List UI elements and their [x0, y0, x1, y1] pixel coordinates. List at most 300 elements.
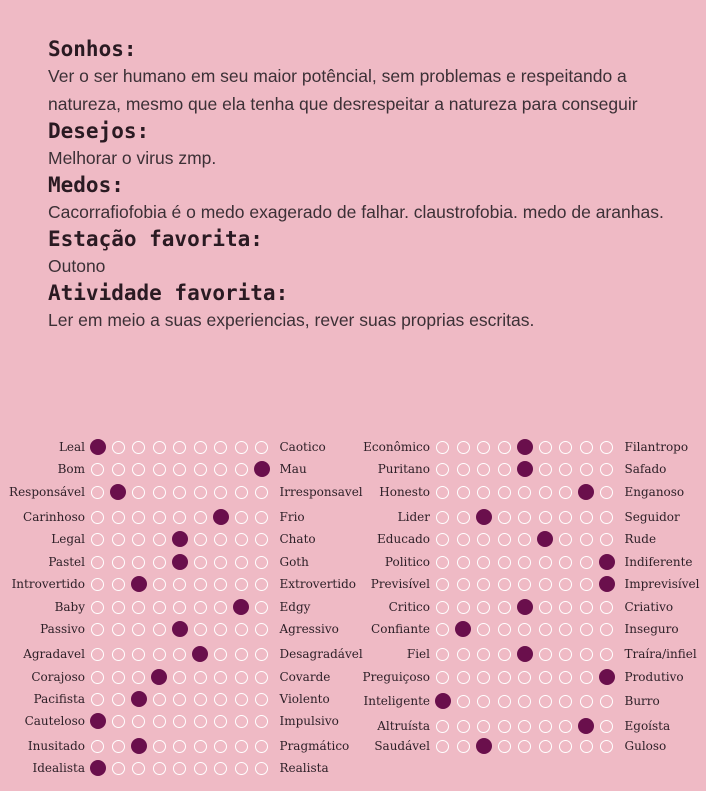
scale-dot[interactable] [112, 556, 125, 569]
scale-dot[interactable] [477, 601, 490, 614]
trait-scale [91, 486, 276, 499]
scale-dot-selected[interactable] [476, 509, 492, 525]
scale-dot[interactable] [153, 715, 166, 728]
scale-dot-selected[interactable] [537, 531, 553, 547]
scale-dot[interactable] [477, 441, 490, 454]
scale-dot[interactable] [112, 511, 125, 524]
scale-dot[interactable] [559, 511, 572, 524]
scale-dot[interactable] [457, 486, 470, 499]
scale-dot[interactable] [214, 715, 227, 728]
scale-dot[interactable] [153, 762, 166, 775]
scale-dot[interactable] [132, 511, 145, 524]
scale-dot[interactable] [559, 441, 572, 454]
trait-left-label: Leal [58, 440, 85, 454]
trait-left-label: Pastel [48, 555, 85, 569]
scale-dot[interactable] [173, 693, 186, 706]
scale-dot[interactable] [91, 463, 104, 476]
scale-dot[interactable] [498, 441, 511, 454]
scale-dot[interactable] [436, 601, 449, 614]
scale-dot[interactable] [518, 578, 531, 591]
scale-dot[interactable] [214, 623, 227, 636]
scale-dot[interactable] [580, 578, 593, 591]
scale-dot[interactable] [600, 441, 613, 454]
trait-right-label: Caotico [279, 440, 326, 454]
trait-left-label: Lider [397, 510, 430, 524]
scale-dot[interactable] [235, 623, 248, 636]
trait-scale [91, 511, 276, 524]
trait-right-label: Burro [624, 694, 660, 708]
scale-dot[interactable] [194, 578, 207, 591]
scale-dot[interactable] [194, 533, 207, 546]
scale-dot[interactable] [498, 623, 511, 636]
scale-dot[interactable] [235, 578, 248, 591]
scale-dot[interactable] [477, 648, 490, 661]
scale-dot[interactable] [255, 486, 268, 499]
scale-dot-selected[interactable] [578, 718, 594, 734]
section-desejos [48, 118, 688, 172]
scale-dot[interactable] [235, 486, 248, 499]
scale-dot[interactable] [539, 556, 552, 569]
scale-dot[interactable] [539, 441, 552, 454]
scale-dot[interactable] [194, 511, 207, 524]
scale-dot[interactable] [436, 720, 449, 733]
scale-dot[interactable] [539, 648, 552, 661]
scale-dot[interactable] [498, 740, 511, 753]
scale-dot[interactable] [580, 533, 593, 546]
scale-dot[interactable] [457, 463, 470, 476]
scale-dot-selected[interactable] [131, 576, 147, 592]
scale-dot[interactable] [91, 740, 104, 753]
trait-left-label: Honesto [379, 485, 430, 499]
section-title: Sonhos: [48, 37, 137, 61]
scale-dot[interactable] [255, 556, 268, 569]
scale-dot-selected[interactable] [90, 713, 106, 729]
scale-dot[interactable] [153, 601, 166, 614]
scale-dot[interactable] [194, 441, 207, 454]
scale-dot[interactable] [91, 623, 104, 636]
scale-dot[interactable] [518, 533, 531, 546]
scale-dot-selected[interactable] [192, 646, 208, 662]
scale-dot-selected[interactable] [455, 621, 471, 637]
scale-dot[interactable] [457, 533, 470, 546]
scale-dot[interactable] [539, 486, 552, 499]
scale-dot[interactable] [477, 533, 490, 546]
scale-dot-selected[interactable] [599, 576, 615, 592]
scale-dot[interactable] [457, 556, 470, 569]
scale-dot[interactable] [194, 486, 207, 499]
scale-dot[interactable] [600, 601, 613, 614]
scale-dot[interactable] [498, 695, 511, 708]
scale-dot-selected[interactable] [254, 461, 270, 477]
scale-dot[interactable] [498, 556, 511, 569]
scale-dot[interactable] [457, 695, 470, 708]
trait-scale [436, 533, 621, 546]
scale-dot[interactable] [498, 671, 511, 684]
scale-dot-selected[interactable] [172, 531, 188, 547]
scale-dot[interactable] [539, 511, 552, 524]
trait-right-label: Indiferente [624, 555, 693, 569]
trait-scale [436, 441, 621, 454]
trait-scale [436, 556, 621, 569]
scale-dot[interactable] [518, 740, 531, 753]
scale-dot[interactable] [600, 486, 613, 499]
scale-dot[interactable] [153, 623, 166, 636]
scale-dot[interactable] [214, 740, 227, 753]
scale-dot[interactable] [173, 671, 186, 684]
scale-dot-selected[interactable] [213, 509, 229, 525]
trait-right-label: Desagradável [279, 647, 363, 661]
scale-dot[interactable] [255, 601, 268, 614]
scale-dot[interactable] [132, 762, 145, 775]
scale-dot[interactable] [559, 695, 572, 708]
scale-dot[interactable] [91, 486, 104, 499]
trait-left-label: Preguiçoso [362, 670, 430, 684]
scale-dot[interactable] [518, 556, 531, 569]
scale-dot[interactable] [112, 671, 125, 684]
scale-dot[interactable] [436, 671, 449, 684]
scale-dot[interactable] [194, 556, 207, 569]
scale-dot[interactable] [194, 693, 207, 706]
scale-dot[interactable] [153, 441, 166, 454]
scale-dot-selected[interactable] [599, 554, 615, 570]
scale-dot[interactable] [436, 623, 449, 636]
scale-dot[interactable] [436, 511, 449, 524]
scale-dot[interactable] [457, 648, 470, 661]
scale-dot[interactable] [580, 695, 593, 708]
scale-dot[interactable] [173, 648, 186, 661]
scale-dot[interactable] [173, 740, 186, 753]
trait-scale [436, 578, 621, 591]
scale-dot[interactable] [498, 533, 511, 546]
scale-dot[interactable] [457, 720, 470, 733]
scale-dot[interactable] [580, 556, 593, 569]
scale-dot[interactable] [539, 463, 552, 476]
scale-dot-selected[interactable] [435, 693, 451, 709]
scale-dot[interactable] [559, 463, 572, 476]
scale-dot-selected[interactable] [517, 461, 533, 477]
scale-dot[interactable] [539, 740, 552, 753]
scale-dot[interactable] [235, 762, 248, 775]
scale-dot[interactable] [539, 720, 552, 733]
scale-dot[interactable] [559, 720, 572, 733]
scale-dot[interactable] [580, 463, 593, 476]
scale-dot[interactable] [235, 463, 248, 476]
trait-left-label: Corajoso [31, 670, 85, 684]
scale-dot[interactable] [153, 463, 166, 476]
trait-left-label: Passivo [40, 622, 85, 636]
scale-dot[interactable] [235, 556, 248, 569]
scale-dot[interactable] [580, 671, 593, 684]
scale-dot-selected[interactable] [131, 738, 147, 754]
scale-dot[interactable] [477, 556, 490, 569]
scale-dot[interactable] [153, 486, 166, 499]
scale-dot[interactable] [255, 693, 268, 706]
trait-scale [436, 486, 621, 499]
scale-dot[interactable] [457, 441, 470, 454]
scale-dot[interactable] [235, 671, 248, 684]
scale-dot[interactable] [457, 740, 470, 753]
scale-dot[interactable] [235, 715, 248, 728]
scale-dot[interactable] [91, 578, 104, 591]
scale-dot[interactable] [132, 601, 145, 614]
scale-dot[interactable] [214, 648, 227, 661]
scale-dot[interactable] [518, 623, 531, 636]
scale-dot[interactable] [235, 740, 248, 753]
scale-dot[interactable] [214, 441, 227, 454]
trait-right-label: Safado [624, 462, 667, 476]
scale-dot-selected[interactable] [517, 599, 533, 615]
scale-dot[interactable] [436, 556, 449, 569]
scale-dot[interactable] [477, 720, 490, 733]
scale-dot-selected[interactable] [599, 669, 615, 685]
scale-dot[interactable] [173, 762, 186, 775]
trait-row [0, 735, 349, 757]
scale-dot[interactable] [255, 441, 268, 454]
trait-scale [436, 463, 621, 476]
scale-dot[interactable] [580, 601, 593, 614]
scale-dot[interactable] [255, 511, 268, 524]
scale-dot[interactable] [436, 533, 449, 546]
trait-row [355, 551, 693, 573]
scale-dot[interactable] [477, 486, 490, 499]
scale-dot[interactable] [580, 511, 593, 524]
scale-dot[interactable] [214, 463, 227, 476]
scale-dot[interactable] [91, 533, 104, 546]
scale-dot[interactable] [194, 601, 207, 614]
scale-dot[interactable] [173, 441, 186, 454]
scale-dot[interactable] [235, 511, 248, 524]
scale-dot[interactable] [457, 601, 470, 614]
trait-right-label: Extrovertido [279, 577, 356, 591]
trait-scale [436, 671, 621, 684]
scale-dot[interactable] [559, 556, 572, 569]
scale-dot[interactable] [173, 601, 186, 614]
scale-dot[interactable] [498, 486, 511, 499]
scale-dot[interactable] [600, 463, 613, 476]
trait-row [355, 458, 666, 480]
scale-dot[interactable] [91, 511, 104, 524]
scale-dot[interactable] [194, 740, 207, 753]
scale-dot[interactable] [539, 601, 552, 614]
scale-dot[interactable] [477, 578, 490, 591]
scale-dot[interactable] [518, 720, 531, 733]
scale-dot[interactable] [132, 533, 145, 546]
scale-dot[interactable] [214, 578, 227, 591]
scale-dot[interactable] [112, 601, 125, 614]
scale-dot[interactable] [600, 623, 613, 636]
scale-dot[interactable] [559, 740, 572, 753]
scale-dot-selected[interactable] [517, 439, 533, 455]
scale-dot[interactable] [153, 578, 166, 591]
scale-dot[interactable] [214, 762, 227, 775]
trait-right-label: Agressivo [279, 622, 339, 636]
scale-dot[interactable] [194, 715, 207, 728]
scale-dot[interactable] [112, 693, 125, 706]
scale-dot[interactable] [91, 693, 104, 706]
scale-dot[interactable] [518, 671, 531, 684]
scale-dot[interactable] [600, 740, 613, 753]
scale-dot[interactable] [600, 533, 613, 546]
scale-dot-selected[interactable] [578, 484, 594, 500]
scale-dot[interactable] [498, 463, 511, 476]
scale-dot[interactable] [539, 671, 552, 684]
scale-dot[interactable] [436, 648, 449, 661]
scale-dot[interactable] [255, 715, 268, 728]
scale-dot-selected[interactable] [172, 554, 188, 570]
scale-dot[interactable] [580, 441, 593, 454]
scale-dot[interactable] [112, 648, 125, 661]
scale-dot[interactable] [214, 556, 227, 569]
scale-dot[interactable] [436, 441, 449, 454]
scale-dot-selected[interactable] [90, 439, 106, 455]
scale-dot[interactable] [255, 671, 268, 684]
trait-left-label: Idealista [32, 761, 85, 775]
scale-dot[interactable] [255, 578, 268, 591]
scale-dot[interactable] [112, 441, 125, 454]
scale-dot[interactable] [235, 441, 248, 454]
scale-dot[interactable] [457, 511, 470, 524]
scale-dot[interactable] [539, 578, 552, 591]
trait-left-label: Baby [54, 600, 85, 614]
scale-dot[interactable] [112, 463, 125, 476]
scale-dot[interactable] [235, 648, 248, 661]
scale-dot[interactable] [91, 556, 104, 569]
scale-dot[interactable] [436, 463, 449, 476]
scale-dot[interactable] [580, 623, 593, 636]
scale-dot[interactable] [91, 671, 104, 684]
scale-dot[interactable] [214, 486, 227, 499]
scale-dot[interactable] [194, 762, 207, 775]
scale-dot-selected[interactable] [233, 599, 249, 615]
scale-dot[interactable] [559, 648, 572, 661]
scale-dot[interactable] [214, 533, 227, 546]
scale-dot[interactable] [600, 511, 613, 524]
scale-dot[interactable] [91, 601, 104, 614]
scale-dot[interactable] [580, 740, 593, 753]
scale-dot[interactable] [518, 511, 531, 524]
trait-row [0, 688, 330, 710]
scale-dot[interactable] [559, 578, 572, 591]
scale-dot-selected[interactable] [151, 669, 167, 685]
scale-dot[interactable] [559, 486, 572, 499]
trait-scale [91, 601, 276, 614]
scale-dot[interactable] [153, 556, 166, 569]
scale-dot[interactable] [498, 648, 511, 661]
trait-scale [91, 740, 276, 753]
scale-dot[interactable] [235, 693, 248, 706]
scale-dot[interactable] [132, 463, 145, 476]
scale-dot-selected[interactable] [90, 760, 106, 776]
scale-dot[interactable] [112, 533, 125, 546]
scale-dot[interactable] [559, 671, 572, 684]
scale-dot[interactable] [539, 623, 552, 636]
scale-dot[interactable] [600, 648, 613, 661]
scale-dot[interactable] [173, 578, 186, 591]
scale-dot[interactable] [173, 715, 186, 728]
trait-row [355, 596, 673, 618]
scale-dot[interactable] [173, 463, 186, 476]
scale-dot[interactable] [194, 671, 207, 684]
trait-row [355, 506, 680, 528]
scale-dot[interactable] [498, 720, 511, 733]
scale-dot[interactable] [132, 715, 145, 728]
trait-right-label: Mau [279, 462, 307, 476]
scale-dot-selected[interactable] [131, 691, 147, 707]
scale-dot[interactable] [498, 578, 511, 591]
scale-dot[interactable] [477, 671, 490, 684]
scale-dot[interactable] [132, 556, 145, 569]
scale-dot[interactable] [214, 693, 227, 706]
scale-dot[interactable] [132, 671, 145, 684]
scale-dot[interactable] [132, 486, 145, 499]
scale-dot[interactable] [457, 578, 470, 591]
scale-dot-selected[interactable] [110, 484, 126, 500]
scale-dot[interactable] [255, 648, 268, 661]
scale-dot[interactable] [153, 648, 166, 661]
scale-dot[interactable] [214, 671, 227, 684]
scale-dot[interactable] [518, 486, 531, 499]
scale-dot[interactable] [477, 623, 490, 636]
scale-dot[interactable] [194, 623, 207, 636]
trait-scale [436, 511, 621, 524]
scale-dot[interactable] [194, 463, 207, 476]
scale-dot[interactable] [235, 533, 248, 546]
scale-dot[interactable] [559, 533, 572, 546]
scale-dot[interactable] [559, 601, 572, 614]
scale-dot[interactable] [477, 695, 490, 708]
scale-dot[interactable] [132, 441, 145, 454]
scale-dot[interactable] [112, 740, 125, 753]
scale-dot[interactable] [112, 623, 125, 636]
scale-dot[interactable] [255, 533, 268, 546]
scale-dot[interactable] [436, 578, 449, 591]
scale-dot[interactable] [153, 533, 166, 546]
trait-row [0, 757, 329, 779]
scale-dot[interactable] [600, 695, 613, 708]
scale-dot[interactable] [132, 648, 145, 661]
scale-dot[interactable] [255, 762, 268, 775]
scale-dot[interactable] [112, 578, 125, 591]
scale-dot[interactable] [255, 740, 268, 753]
scale-dot[interactable] [173, 486, 186, 499]
scale-dot[interactable] [91, 648, 104, 661]
scale-dot[interactable] [518, 695, 531, 708]
scale-dot[interactable] [153, 740, 166, 753]
scale-dot[interactable] [498, 511, 511, 524]
scale-dot[interactable] [153, 511, 166, 524]
scale-dot[interactable] [214, 601, 227, 614]
scale-dot[interactable] [112, 762, 125, 775]
scale-dot[interactable] [498, 601, 511, 614]
scale-dot[interactable] [600, 720, 613, 733]
scale-dot-selected[interactable] [172, 621, 188, 637]
scale-dot[interactable] [457, 671, 470, 684]
scale-dot[interactable] [153, 693, 166, 706]
scale-dot[interactable] [539, 695, 552, 708]
scale-dot[interactable] [559, 623, 572, 636]
scale-dot[interactable] [436, 740, 449, 753]
scale-dot[interactable] [255, 623, 268, 636]
scale-dot[interactable] [132, 623, 145, 636]
trait-row [355, 666, 684, 688]
scale-dot[interactable] [580, 648, 593, 661]
scale-dot[interactable] [173, 511, 186, 524]
scale-dot-selected[interactable] [476, 738, 492, 754]
scale-dot[interactable] [436, 486, 449, 499]
scale-dot-selected[interactable] [517, 646, 533, 662]
scale-dot[interactable] [112, 715, 125, 728]
scale-dot[interactable] [477, 463, 490, 476]
